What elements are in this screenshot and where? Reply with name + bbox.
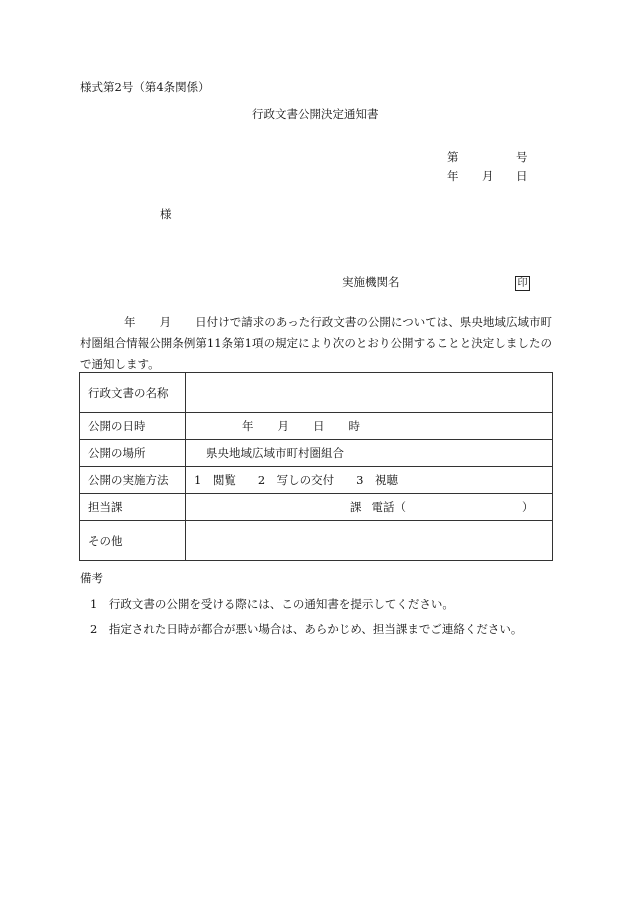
- seal-mark: 印: [515, 276, 530, 291]
- date-month: 月: [482, 169, 494, 183]
- method-label: 公開の実施方法: [80, 467, 186, 494]
- section-label: 担当課: [80, 494, 186, 521]
- document-title: 行政文書公開決定通知書: [252, 107, 379, 121]
- method-option-3: 3 視聴: [356, 473, 398, 487]
- section-tel: 電話（: [371, 500, 406, 514]
- method-option-2: 2 写しの交付: [257, 473, 335, 487]
- table-row: [80, 373, 553, 413]
- number-prefix: 第: [447, 150, 459, 164]
- place-value: 県央地域広域市町村圏組合: [186, 440, 553, 467]
- dt-hour: 時: [348, 419, 360, 433]
- place-label: 公開の場所: [80, 440, 186, 467]
- table-row: [80, 440, 553, 467]
- section-dept: 課: [350, 500, 362, 514]
- method-option-1: 1 閲覧: [194, 473, 236, 487]
- doc-name-value: [186, 373, 553, 413]
- table-row: [80, 467, 553, 494]
- addressee-suffix: 様: [160, 207, 172, 221]
- section-value: [186, 494, 553, 521]
- doc-name-label: 行政文書の名称: [80, 373, 186, 413]
- notes-heading: 備考: [80, 571, 103, 585]
- dt-year: 年: [242, 419, 254, 433]
- body-month: 月: [159, 315, 172, 329]
- other-label: その他: [80, 521, 186, 561]
- form-reference: 様式第2号（第4条関係）: [80, 80, 210, 94]
- note-item-1: 1 行政文書の公開を受ける際には、この通知書を提示してください。: [90, 597, 454, 611]
- other-value: [186, 521, 553, 561]
- section-tel-close: ）: [522, 500, 534, 514]
- datetime-label: 公開の日時: [80, 413, 186, 440]
- dt-month: 月: [277, 419, 289, 433]
- disclosure-table: [79, 372, 553, 561]
- note-item-2: 2 指定された日時が都合が悪い場合は、あらかじめ、担当課までご連絡ください。: [90, 622, 523, 636]
- date-year: 年: [447, 169, 459, 183]
- notice-body: [80, 312, 552, 375]
- date-day: 日: [516, 169, 528, 183]
- body-text: 日付けで請求のあった行政文書の公開については、県央地域広域市町村圏組合情報公開条例第11条第1項の規定により次のとおり公開することと決定しましたので通知します。: [80, 315, 553, 371]
- number-suffix: 号: [516, 150, 528, 164]
- datetime-value: [186, 413, 553, 440]
- dt-day: 日: [313, 419, 325, 433]
- table-row: [80, 413, 553, 440]
- table-row: [80, 521, 553, 561]
- method-value: [186, 467, 553, 494]
- body-year: 年: [124, 315, 136, 329]
- issuer-label: 実施機関名: [342, 275, 400, 289]
- table-row: [80, 494, 553, 521]
